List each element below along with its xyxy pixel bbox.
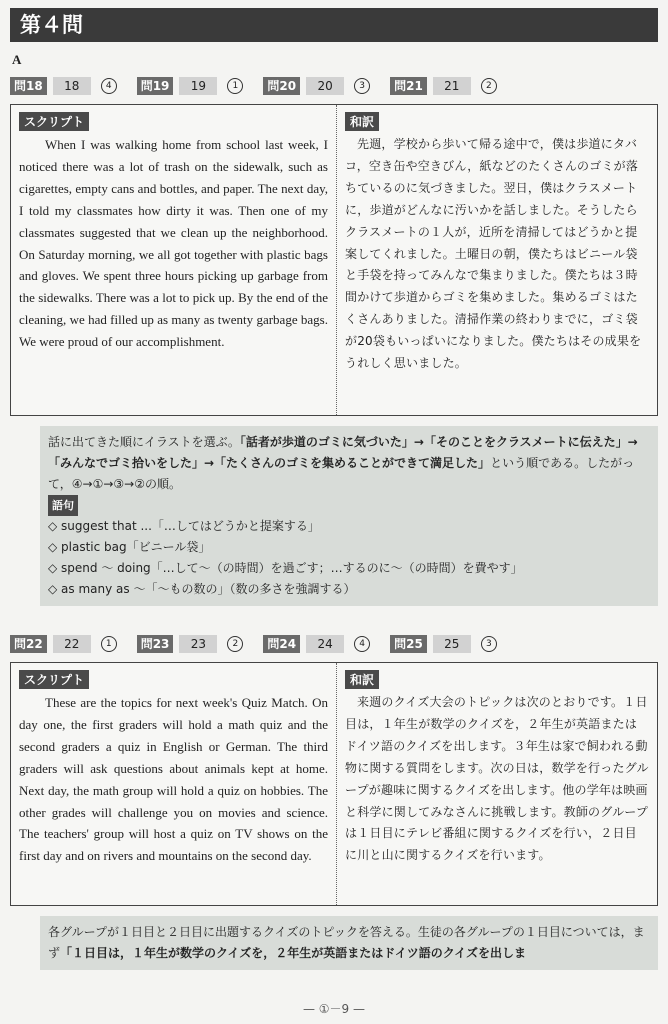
question-label: 問22 xyxy=(10,635,47,653)
question-number: 23 xyxy=(179,635,217,653)
translation-tag: 和訳 xyxy=(345,112,379,131)
answer-circle: 4 xyxy=(354,636,370,652)
answer-row-a xyxy=(10,76,517,96)
question-label: 問23 xyxy=(137,635,174,653)
answer-circle: 2 xyxy=(481,78,497,94)
answer-group xyxy=(263,77,370,95)
question-number: 24 xyxy=(306,635,344,653)
section-a-label: A xyxy=(12,52,22,67)
question-label: 問21 xyxy=(390,77,427,95)
script-translation-box-1 xyxy=(10,104,658,416)
explanation-box-2 xyxy=(40,916,658,970)
question-number: 18 xyxy=(53,77,91,95)
answer-circle: 1 xyxy=(227,78,243,94)
script-tag: スクリプト xyxy=(19,112,89,131)
question-label: 問24 xyxy=(263,635,300,653)
question-number: 22 xyxy=(53,635,91,653)
translation-text: 先週，学校から歩いて帰る途中で，僕は歩道にタバコ，空き缶や空きびん，紙などのたくさんのゴミが落ちているのに気づきました。翌日，僕はクラスメートに，歩道がどんなに汚いかを話しました。そうしたらクラスメートの１人が，近所を清掃してはどうかと提案してくれました。土曜日の朝，僕たちはビニール袋と手袋を持ってみんなで集まりました。僕たちは３時間かけて歩道からゴミを集めました。集めるゴミはたくさんありました。清掃作業の終わりまでに，ゴミ袋が20袋もいっぱいになりました。僕たちはその成果をうれしく思いました。 xyxy=(345,137,642,371)
script-text: These are the topics for next week's Quiz Match. On day one, the first graders will hold a math quiz and the second graders a quiz in English or German. The third graders will ask questions about animals kept at home. Next day, the math group will hold a quiz on hobbies. The other grades will challenge you on movies and science. The teachers' group will host a quiz on TV shows on the first day and on rivers and mountains on the second day. xyxy=(19,695,328,864)
question-label: 問25 xyxy=(390,635,427,653)
answer-group xyxy=(390,77,497,95)
answer-circle: 3 xyxy=(481,636,497,652)
translation-column xyxy=(337,663,657,905)
question-number: 25 xyxy=(433,635,471,653)
page-title: 第４問 xyxy=(20,13,83,37)
question-label: 問20 xyxy=(263,77,300,95)
answer-circle: 2 xyxy=(227,636,243,652)
explanation-text: 話に出てきた順にイラストを選ぶ。「話者が歩道のゴミに気づいた」→「そのことをクラスメートに伝えた」→「みんなでゴミ拾いをした」→「たくさんのゴミを集めることができて満足した」という順である。したがって，④→①→③→②の順。 xyxy=(48,435,638,491)
page-number: — ①－9 — xyxy=(302,1002,366,1016)
question-label: 問19 xyxy=(137,77,174,95)
script-column xyxy=(11,105,337,415)
vocab-item: ◇ plastic bag「ビニール袋」 xyxy=(48,540,211,554)
answer-group xyxy=(390,635,497,653)
explanation-emphasis: 「１日目は，１年生が数学のクイズを，２年生が英語またはドイツ語のクイズを出しま xyxy=(60,946,526,960)
answer-group xyxy=(10,77,117,95)
explanation-text: 各グループが１日目と２日目に出題するクイズのトピックを答える。生徒の各グループの１日目については，まず「１日目は，１年生が数学のクイズを，２年生が英語またはドイツ語のクイズを出しま xyxy=(48,925,645,960)
answer-circle: 3 xyxy=(354,78,370,94)
question-number: 21 xyxy=(433,77,471,95)
answer-row-b xyxy=(10,634,517,654)
explanation-box-1 xyxy=(40,426,658,606)
question-number: 19 xyxy=(179,77,217,95)
translation-column xyxy=(337,105,657,415)
answer-group xyxy=(137,77,244,95)
question-label: 問18 xyxy=(10,77,47,95)
vocab-item: ◇ as many as ～「～もの数の」（数の多さを強調する） xyxy=(48,582,356,596)
answer-circle: 4 xyxy=(101,78,117,94)
translation-text: 来週のクイズ大会のトピックは次のとおりです。１日目は，１年生が数学のクイズを，２年生が英語またはドイツ語のクイズを出します。３年生は家で飼われる動物に関する質問をします。次の日は，数学を行ったグループが趣味に関するクイズを出します。他の学年は映画と科学に関してみなさんに挑戦します。教師のグループは１日目にテレビ番組に関するクイズを行い，２日目に川と山に関するクイズを行います。 xyxy=(345,695,649,863)
translation-tag: 和訳 xyxy=(345,670,379,689)
script-tag: スクリプト xyxy=(19,670,89,689)
vocab-item: ◇ spend ～ doing「…して～（の時間）を過ごす；…するのに～（の時間）を費やす」 xyxy=(48,561,523,575)
script-translation-box-2 xyxy=(10,662,658,906)
question-number: 20 xyxy=(306,77,344,95)
vocab-tag: 語句 xyxy=(48,495,78,516)
explanation-emphasis: 「話者が歩道のゴミに気づいた」→「そのことをクラスメートに伝えた」→「みんなでゴミ拾いをした」→「たくさんのゴミを集めることができて満足した」 xyxy=(48,435,638,470)
answer-group xyxy=(137,635,244,653)
vocab-item: ◇ suggest that ...「…してはどうかと提案する」 xyxy=(48,519,320,533)
page-header xyxy=(10,8,658,42)
answer-group xyxy=(263,635,370,653)
answer-circle: 1 xyxy=(101,636,117,652)
script-text: When I was walking home from school last week, I noticed there was a lot of trash on the sidewalk, such as cigarettes, empty cans and bottles, and paper. The next day, I told my classmates how dirty it was. Then one of my classmates suggested that we clean up the neighborhood. On Saturday morning, we all got together with plastic bags and gloves. We spent three hours picking up garbage from the sidewalks. There was a lot to pick up. By the end of the cleaning, we had filled up as many as twenty garbage bags. We were proud of our accomplishment. xyxy=(19,137,328,350)
answer-group xyxy=(10,635,117,653)
script-column xyxy=(11,663,337,905)
